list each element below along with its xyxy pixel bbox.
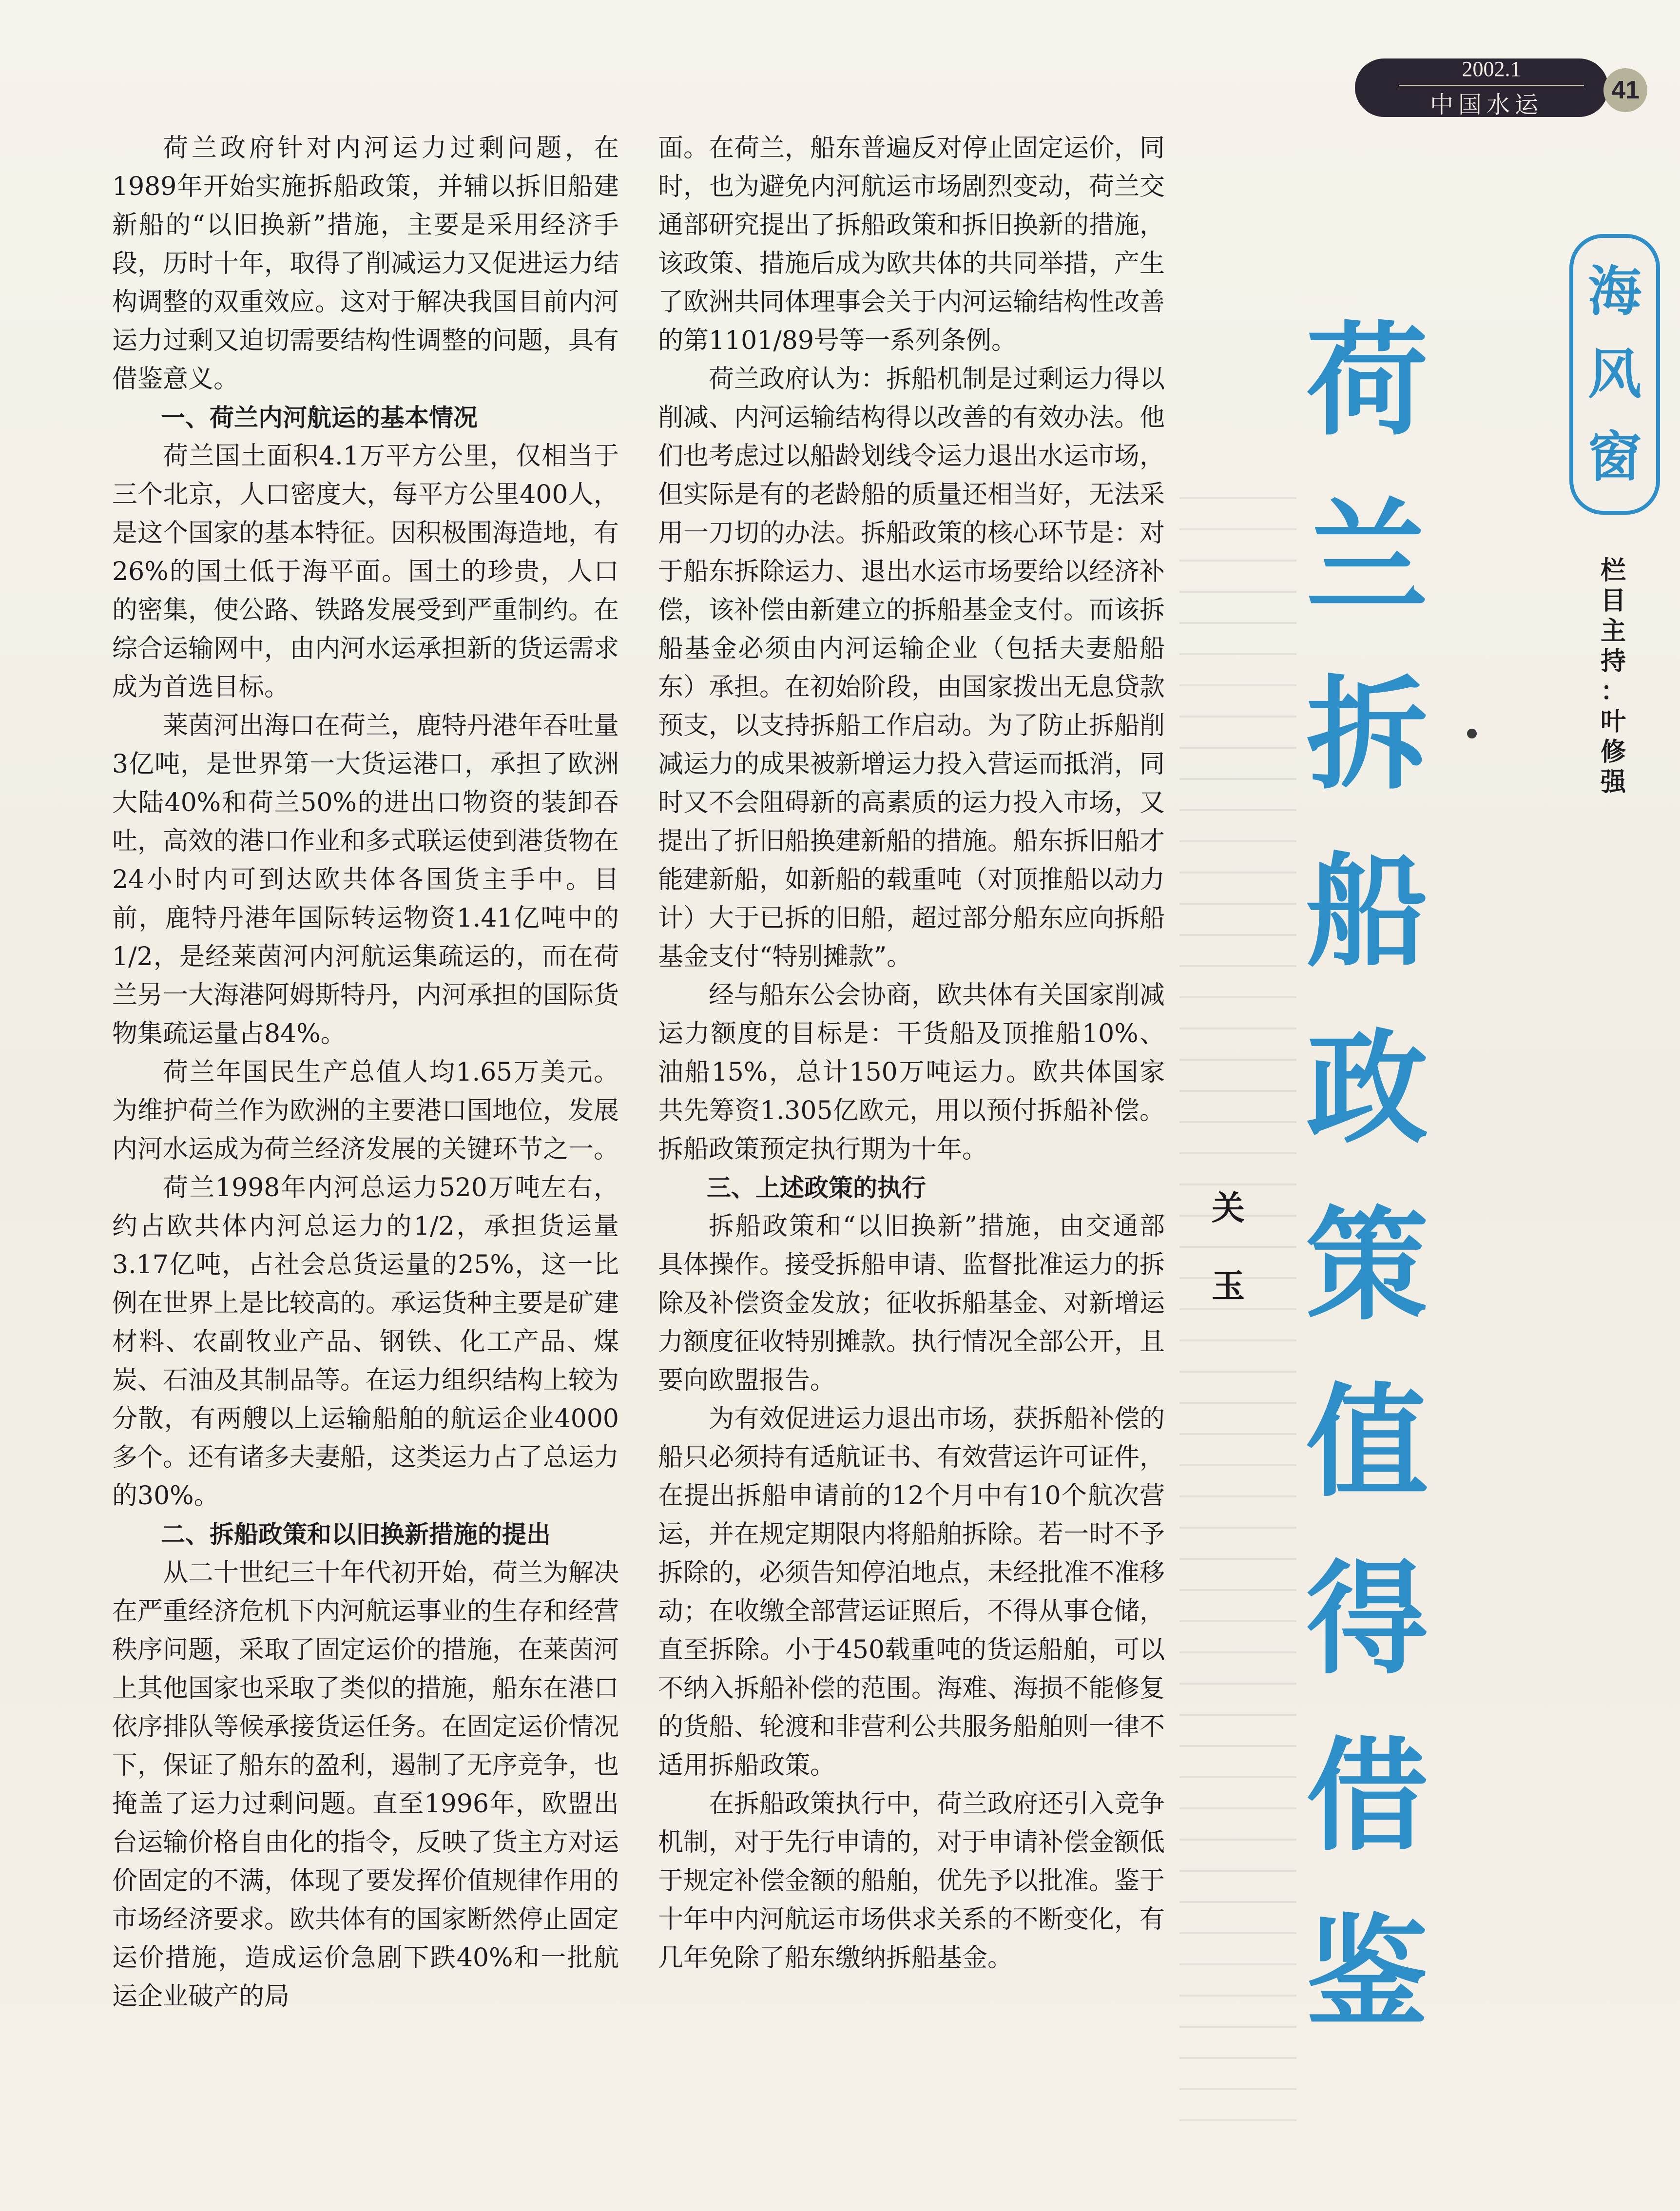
body-paragraph: 荷兰1998年内河总运力520万吨左右，约占欧共体内河总运力的1/2，承担货运量3.17亿吨，占社会总货运量的25%，这一比例在世界上是比较高的。承运货种主要是矿建材料、农副牧业产品、钢铁、化工产品、煤炭、石油及其制品等。在运力组织结构上较为分散，有两艘以上运输船舶的航运企业4000多个。还有诸多夫妻船，这类运力占了总运力的30%。 [112,1173,619,1511]
editor-char: 叶 [1600,707,1626,737]
title-dot [1467,729,1477,738]
author-char: 玉 [1211,1267,1245,1306]
section-tag [1569,234,1660,515]
page-header-badge [1345,49,1657,127]
title-char: 兰 [1306,487,1428,629]
title-char: 拆 [1306,664,1428,806]
section-tag-char: 海 [1588,260,1641,323]
section-tag-char: 风 [1588,343,1641,406]
body-paragraph: 经与船东公会协商，欧共体有关国家削减运力额度的目标是：干货船及顶推船10%、油船15%，总计150万吨运力。欧共体国家共先筹资1.305亿欧元，用以预付拆船补偿。拆船政策预定执行期为十年。 [658,981,1165,1164]
article-title [1287,292,1448,2062]
article-column-2 [658,129,1165,1978]
body-paragraph: 从二十世纪三十年代初开始，荷兰为解决在严重经济危机下内河航运事业的生存和经营秩序问题，采取了固定运价的措施，在莱茵河上其他国家也采取了类似的措施，船东在港口依序排队等候承接货运任务。在固定运价情况下，保证了船东的盈利，遏制了无序竞争，也掩盖了运力过剩问题。直至1996年，欧盟出台运输价格自由化的指令，反映了货主方对运价固定的不满，体现了要发挥价值规律作用的市场经济要求。欧共体有的国家断然停止固定运价措施，造成运价急剧下跌40%和一批航运企业破产的局 [112,1558,619,2011]
issue-year: 2002.1 [1462,57,1521,81]
body-paragraph: 荷兰国土面积4.1万平方公里，仅相当于三个北京，人口密度大，每平方公里400人，是这个国家的基本特征。因积极围海造地，有26%的国土低于海平面。国土的珍贵，人口的密集，使公路、铁路发展受到严重制约。在综合运输网中，由内河水运承担新的货运需求成为首选目标。 [112,442,619,702]
editor-char: 目 [1600,586,1626,616]
title-char: 得 [1306,1549,1428,1690]
page-number: 41 [1603,68,1647,112]
editor-char: 栏 [1600,556,1626,585]
author-char: 关 [1211,1189,1245,1228]
author-byline [1199,1170,1257,1326]
title-char: 借 [1306,1726,1428,1867]
editor-char: 主 [1600,617,1626,646]
body-paragraph: 荷兰年国民生产总值人均1.65万美元。为维护荷兰作为欧洲的主要港口国地位，发展内河水运成为荷兰经济发展的关键环节之一。 [112,1058,619,1164]
title-char: 政 [1306,1018,1428,1160]
title-char: 荷 [1306,310,1428,452]
body-paragraph: 为有效促进运力退出市场，获拆船补偿的船只必须持有适航证书、有效营运许可证件，在提出拆船申请前的12个月中有10个航次营运，并在规定期限内将船舶拆除。若一时不予拆除的，必须告知停泊地点，未经批准不准移动；在收缴全部营运证照后，不得从事仓储，直至拆除。小于450载重吨的货运船舶，可以不纳入拆船补偿的范围。海难、海损不能修复的货船、轮渡和非营利公共服务船舶则一律不适用拆船政策。 [658,1404,1165,1780]
title-char: 策 [1306,1195,1428,1337]
body-paragraph: 面。在荷兰，船东普遍反对停止固定运价，同时，也为避免内河航运市场剧烈变动，荷兰交通部研究提出了拆船政策和拆旧换新的措施，该政策、措施后成为欧共体的共同举措，产生了欧洲共同体理事会关于内河运输结构性改善的第1101/89号等一系列条例。 [658,134,1165,355]
intro-paragraph: 荷兰政府针对内河运力过剩问题，在1989年开始实施拆船政策，并辅以拆旧船建新船的“以旧换新”措施，主要是采用经济手段，历时十年，取得了削减运力又促进运力结构调整的双重效应。这对于解决我国目前内河运力过剩又迫切需要结构性调整的问题，具有借鉴意义。 [112,134,619,394]
editor-char: 修 [1600,737,1626,767]
editor-char: ： [1600,677,1626,706]
column-editor-credit [1591,556,1635,797]
section-heading-2: 二、拆船政策和以旧换新措施的提出 [161,1520,551,1549]
article-column-1 [112,129,619,2016]
body-paragraph: 荷兰政府认为：拆船机制是过剩运力得以削减、内河运输结构得以改善的有效办法。他们也考虑过以船龄划线令运力退出水运市场，但实际是有的老龄船的质量还相当好，无法采用一刀切的办法。拆船政策的核心环节是：对于船东拆除运力、退出水运市场要给以经济补偿，该补偿由新建立的拆船基金支付。而该拆船基金必须由内河运输企业（包括夫妻船船东）承担。在初始阶段，由国家拨出无息贷款预支，以支持拆船工作启动。为了防止拆船削减运力的成果被新增运力投入营运而抵消，同时又不会阻碍新的高素质的运力投入市场，又提出了折旧船换建新船的措施。船东拆旧船才能建新船，如新船的载重吨（对顶推船以动力计）大于已拆的旧船，超过部分船东应向拆船基金支付“特别摊款”。 [658,365,1165,971]
section-heading-3: 三、上述政策的执行 [707,1174,926,1202]
magazine-name: 中国水运 [1429,91,1543,118]
body-paragraph: 莱茵河出海口在荷兰，鹿特丹港年吞吐量3亿吨，是世界第一大货运港口，承担了欧洲大陆40%和荷兰50%的进出口物资的装卸吞吐，高效的港口作业和多式联运使到港货物在24小时内可到达欧共体各国货主手中。目前，鹿特丹港年国际转运物资1.41亿吨中的1/2，是经莱茵河内河航运集疏运的，而在荷兰另一大海港阿姆斯特丹，内河承担的国际货物集疏运量占84%。 [112,711,619,1048]
editor-char: 强 [1600,768,1626,797]
section-heading-1: 一、荷兰内河航运的基本情况 [161,404,478,432]
section-tag-char: 窗 [1588,426,1641,488]
body-paragraph: 拆船政策和“以旧换新”措施，由交通部具体操作。接受拆船申请、监督批准运力的拆除及补偿资金发放；征收拆船基金、对新增运力额度征收特别摊款。执行情况全部公开，且要向欧盟报告。 [658,1212,1165,1395]
body-paragraph: 在拆船政策执行中，荷兰政府还引入竞争机制，对于先行申请的，对于申请补偿金额低于规定补偿金额的船舶，优先予以批准。鉴于十年中内河航运市场供求关系的不断变化，有几年免除了船东缴纳拆船基金。 [658,1789,1165,1973]
title-char: 值 [1306,1372,1428,1513]
title-char: 鉴 [1306,1902,1428,2044]
title-char: 船 [1306,841,1428,983]
editor-char: 持 [1600,647,1626,676]
